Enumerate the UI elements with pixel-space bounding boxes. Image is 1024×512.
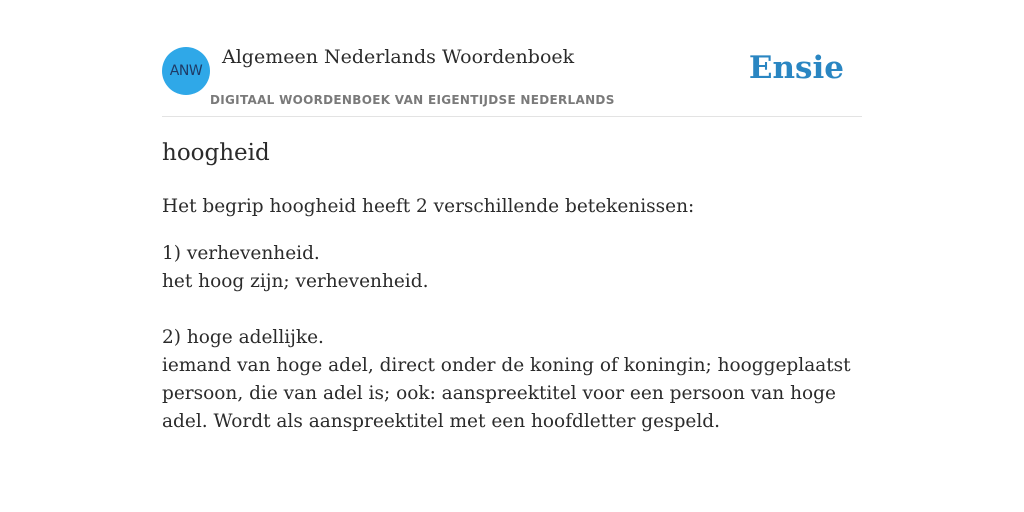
entry-headword: hoogheid <box>162 140 270 166</box>
logo-text: ANW <box>169 63 203 79</box>
site-title[interactable]: Algemeen Nederlands Woordenboek <box>222 46 575 68</box>
meaning-definition: iemand van hoge adel, direct onder de koning of koningin; hooggeplaatst persoon, die van adel is; ook: aanspreektitel voor een persoon van hoge adel. Wordt als aanspreektitel met een hoofdletter gespeld. <box>162 355 851 432</box>
meaning-title: 2) hoge adellijke. <box>162 327 324 348</box>
meanings-list <box>162 240 862 464</box>
meaning-definition: het hoog zijn; verhevenheid. <box>162 271 429 292</box>
site-header <box>162 0 862 117</box>
content-container <box>162 0 862 432</box>
meaning-title: 1) verhevenheid. <box>162 243 320 264</box>
meaning-item <box>162 324 862 436</box>
ensie-brand-link[interactable]: Ensie <box>748 50 844 86</box>
site-subtitle: DIGITAAL WOORDENBOEK VAN EIGENTIJDSE NEDERLANDS <box>210 93 615 107</box>
entry-intro: Het begrip hoogheid heeft 2 verschillende betekenissen: <box>162 196 695 217</box>
anw-logo[interactable] <box>162 47 210 95</box>
meaning-item <box>162 240 862 296</box>
